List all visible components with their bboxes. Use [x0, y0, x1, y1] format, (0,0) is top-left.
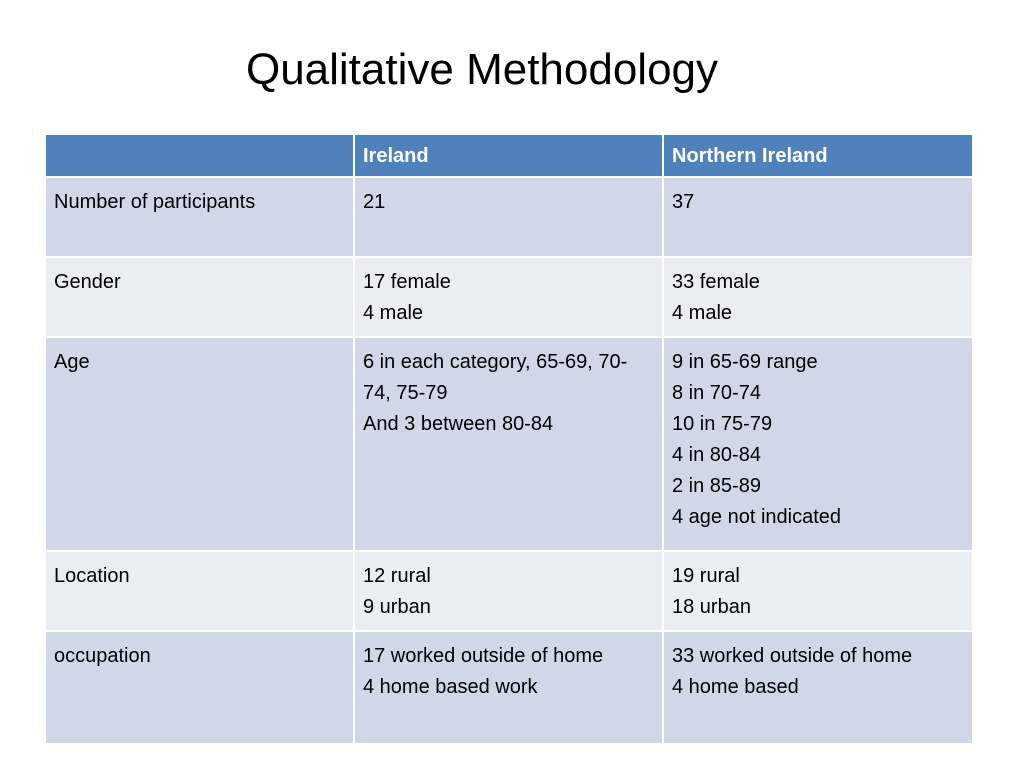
cell-ireland-location: 12 rural 9 urban — [354, 551, 663, 631]
row-label-occupation: occupation — [45, 631, 354, 744]
slide-title: Qualitative Methodology — [245, 45, 719, 94]
cell-ireland-occupation: 17 worked outside of home 4 home based work — [354, 631, 663, 744]
cell-ni-age: 9 in 65-69 range 8 in 70-74 10 in 75-79 4 in 80-84 2 in 85-89 4 age not indicated — [663, 337, 973, 551]
table-row — [45, 257, 973, 337]
header-cell-ireland: Ireland — [354, 134, 663, 177]
cell-ireland-participants: 21 — [354, 177, 663, 257]
cell-ni-participants: 37 — [663, 177, 973, 257]
table-row — [45, 631, 973, 744]
table-row — [45, 337, 973, 551]
cell-ni-gender: 33 female 4 male — [663, 257, 973, 337]
row-label-location: Location — [45, 551, 354, 631]
row-label-participants: Number of participants — [45, 177, 354, 257]
header-cell-northern-ireland: Northern Ireland — [663, 134, 973, 177]
row-label-gender: Gender — [45, 257, 354, 337]
cell-ni-occupation: 33 worked outside of home 4 home based — [663, 631, 973, 744]
table-row — [45, 177, 973, 257]
methodology-table — [44, 133, 974, 745]
table-row — [45, 551, 973, 631]
row-label-age: Age — [45, 337, 354, 551]
header-cell-empty — [45, 134, 354, 177]
table-header-row — [45, 134, 973, 177]
cell-ireland-age: 6 in each category, 65-69, 70-74, 75-79 And 3 between 80-84 — [354, 337, 663, 551]
cell-ni-location: 19 rural 18 urban — [663, 551, 973, 631]
cell-ireland-gender: 17 female 4 male — [354, 257, 663, 337]
